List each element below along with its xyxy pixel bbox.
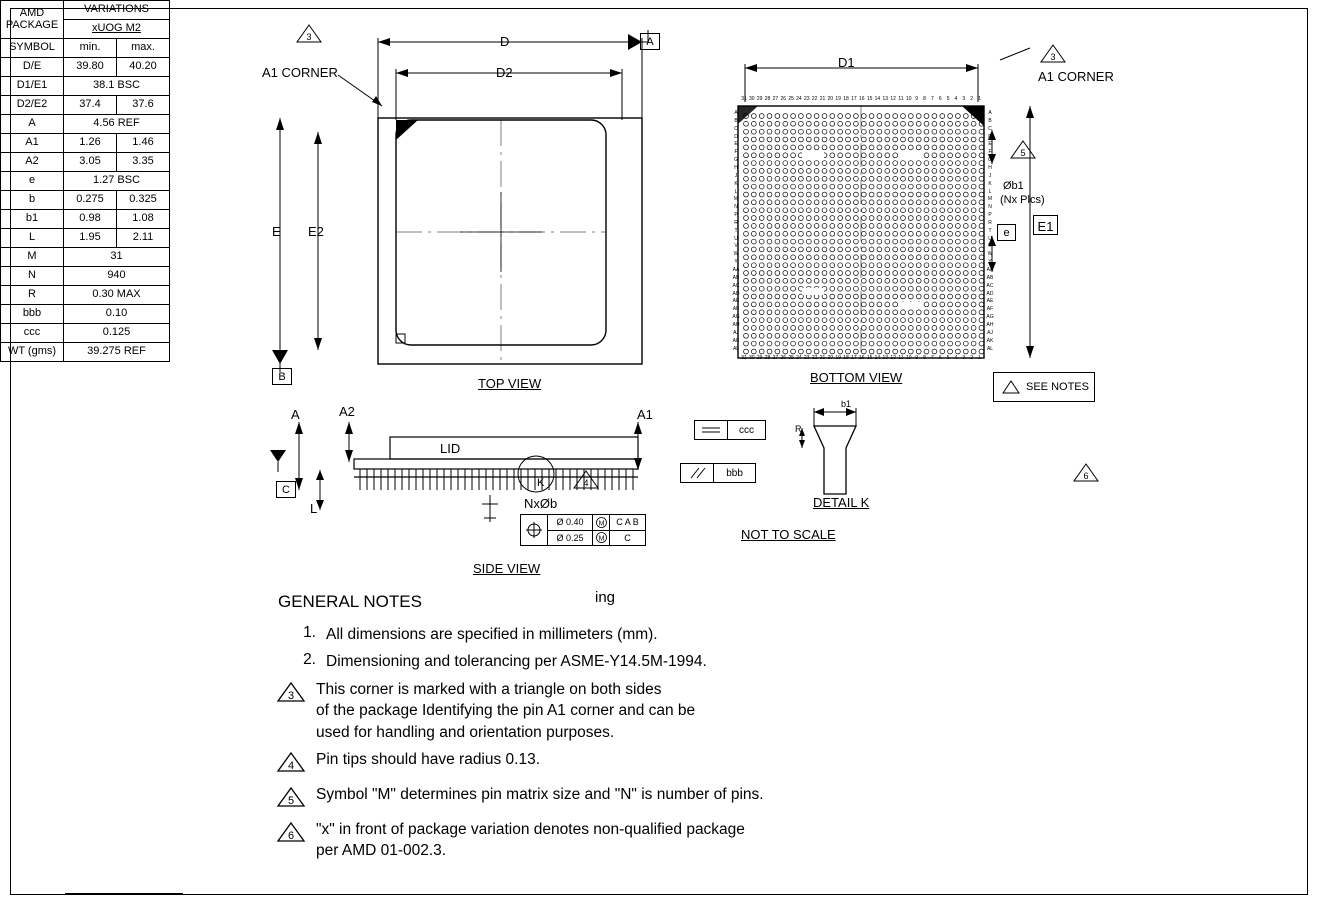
bv-col-label: 31 xyxy=(741,96,747,102)
row-symbol: e xyxy=(1,172,64,191)
row-symbol: M xyxy=(1,248,64,267)
bv-col-label: 7 xyxy=(931,96,934,102)
row-symbol: b1 xyxy=(1,210,64,229)
note-item xyxy=(276,749,896,778)
bv-col-label: 5 xyxy=(946,355,950,361)
bv-col-label: 13 xyxy=(882,96,889,102)
note-number-marker: 1. xyxy=(303,624,316,641)
row-symbol: A1 xyxy=(1,134,64,153)
bv-col-label: 8 xyxy=(923,355,926,361)
bv-col-label: 15 xyxy=(866,355,873,361)
nxob-label: NxØb xyxy=(524,496,558,511)
bv-col-label: 14 xyxy=(874,355,881,361)
note-text xyxy=(326,651,707,672)
bv-row-label: D xyxy=(988,133,992,140)
bv-col-label: 21 xyxy=(819,96,826,102)
bv-row-label: U xyxy=(734,235,738,242)
bbb-control-frame xyxy=(680,463,756,483)
bv-col-label: 24 xyxy=(796,355,802,361)
row-value: 940 xyxy=(64,267,170,286)
bv-row-label: AL xyxy=(732,345,740,352)
bv-row-label: W xyxy=(733,251,739,258)
position-symbol xyxy=(521,515,548,545)
note-triangle-marker xyxy=(276,679,316,708)
bv-row-label: Y xyxy=(734,259,738,266)
bv-col-label: 14 xyxy=(874,96,881,102)
row-max: 3.35 xyxy=(117,153,170,172)
col-symbol-header: SYMBOL xyxy=(1,39,64,58)
pitch-e-box: e xyxy=(997,224,1016,241)
tol-row1-datums: C A B xyxy=(616,517,639,528)
bv-row-label: H xyxy=(988,164,992,171)
bv-row-label: D xyxy=(734,133,738,140)
note-line: Symbol "M" determines pin matrix size and "N" is number of pins. xyxy=(316,785,764,803)
bv-row-label: P xyxy=(734,212,738,218)
bv-row-label: AJ xyxy=(987,329,993,336)
bv-col-label: 20 xyxy=(827,355,834,361)
bottom-view-label: BOTTOM VIEW xyxy=(810,370,903,385)
svg-text:5: 5 xyxy=(287,794,295,807)
bv-col-label: 15 xyxy=(866,96,873,102)
bv-col-label: 19 xyxy=(835,355,841,361)
bv-row-label: R xyxy=(734,219,738,226)
bv-row-label: AH xyxy=(732,321,740,328)
bv-row-label: Y xyxy=(988,259,992,266)
bv-row-label: K xyxy=(988,180,992,187)
row-max: 37.6 xyxy=(117,96,170,115)
bv-col-label: 12 xyxy=(890,355,896,361)
bv-col-label: 30 xyxy=(749,96,755,102)
general-notes-list xyxy=(276,624,896,868)
note-text xyxy=(316,784,764,805)
bv-col-label: 7 xyxy=(931,355,934,361)
svg-text:4: 4 xyxy=(583,478,589,488)
note-triangle-marker xyxy=(276,749,316,778)
side-view-label: SIDE VIEW xyxy=(473,561,541,576)
bv-col-label: 28 xyxy=(764,96,771,102)
bv-col-label: 2 xyxy=(970,355,973,361)
top-view-label: TOP VIEW xyxy=(478,376,542,391)
lid-label: LID xyxy=(440,441,461,456)
bv-row-label: F xyxy=(988,149,992,156)
position-tolerance-frame xyxy=(520,514,646,546)
detail-k-callout-label: K xyxy=(537,477,545,489)
bottom-view-row-letters-left xyxy=(730,112,741,355)
detail-k-b1-label: b1 xyxy=(841,399,852,409)
mmc-symbol-2 xyxy=(593,531,610,546)
bv-row-label: J xyxy=(988,172,992,179)
bv-col-label: 8 xyxy=(923,96,926,102)
note-line: "x" in front of package variation denotes non-qualified package xyxy=(316,820,745,838)
svg-text:3: 3 xyxy=(306,32,312,42)
bv-row-label: AG xyxy=(732,314,740,321)
bv-col-label: 5 xyxy=(946,96,950,102)
bv-col-label: 11 xyxy=(898,96,904,102)
row-value: 4.56 REF xyxy=(64,115,170,134)
row-symbol: N xyxy=(1,267,64,286)
a1-corner-left-label: A1 CORNER xyxy=(262,65,338,80)
bv-row-label: P xyxy=(988,212,992,218)
row-symbol: WT (gms) xyxy=(1,343,64,362)
bv-col-label: 31 xyxy=(741,355,747,361)
bv-row-label: L xyxy=(734,188,738,195)
bv-row-label: G xyxy=(734,157,738,164)
note-item xyxy=(276,819,896,862)
bv-row-label: L xyxy=(988,188,992,195)
bv-row-label: U xyxy=(988,235,992,242)
row-symbol: D/E xyxy=(1,58,64,77)
bv-col-label: 24 xyxy=(796,96,802,102)
row-symbol: b xyxy=(1,191,64,210)
bv-col-label: 28 xyxy=(764,355,771,361)
row-min: 0.98 xyxy=(64,210,117,229)
col-max-header: max. xyxy=(117,39,170,58)
datum-b-box: B xyxy=(272,368,292,385)
note-item xyxy=(276,784,896,813)
bv-row-label: B xyxy=(734,117,738,124)
bv-row-label: AC xyxy=(732,282,740,289)
detail-k-label: DETAIL K xyxy=(813,495,870,510)
note-item xyxy=(276,679,896,743)
bv-row-label: C xyxy=(734,125,738,132)
bv-col-label: 6 xyxy=(938,355,942,361)
note-line: used for handling and orientation purposes. xyxy=(316,723,615,741)
not-to-scale-label: NOT TO SCALE xyxy=(741,527,836,542)
bv-col-label: 26 xyxy=(780,96,787,102)
note-text xyxy=(316,749,540,770)
bv-col-label: 12 xyxy=(890,96,896,102)
amd-package-header: AMD PACKAGE xyxy=(1,1,64,39)
bv-col-label: 16 xyxy=(859,96,865,102)
bv-row-label: AF xyxy=(732,306,740,313)
bv-row-label: H xyxy=(734,164,738,171)
bv-col-label: 23 xyxy=(804,355,810,361)
bv-col-label: 26 xyxy=(780,355,787,361)
dim-a-label: A xyxy=(291,407,300,422)
dim-e2-label: E2 xyxy=(308,224,324,239)
dim-a1-label: A1 xyxy=(637,407,653,422)
row-value: 1.27 BSC xyxy=(64,172,170,191)
bv-row-label: AA xyxy=(986,267,994,273)
col-min-header: min. xyxy=(64,39,117,58)
bv-col-label: 22 xyxy=(811,96,818,102)
a1-corner-right-label: A1 CORNER xyxy=(1038,69,1114,84)
ccc-value: ccc xyxy=(739,424,755,436)
bv-row-label: AB xyxy=(986,274,994,281)
bv-row-label: M xyxy=(987,196,993,203)
row-value: 39.275 REF xyxy=(64,343,170,362)
dim-e1-box: E1 xyxy=(1033,215,1058,235)
bv-row-label: AE xyxy=(986,298,994,305)
bv-row-label: K xyxy=(734,180,738,187)
bv-col-label: 29 xyxy=(756,355,763,361)
bv-row-label: G xyxy=(988,157,992,164)
bv-row-label: AK xyxy=(732,337,740,344)
note-line: of the package Identifying the pin A1 corner and can be xyxy=(316,702,696,720)
row-min: 1.26 xyxy=(64,134,117,153)
bv-row-label: AJ xyxy=(733,329,739,336)
row-min: 37.4 xyxy=(64,96,117,115)
stray-text: ing xyxy=(595,589,616,606)
bv-col-label: 2 xyxy=(970,96,973,102)
bv-row-label: J xyxy=(734,172,738,179)
note-triangle-3-top xyxy=(296,24,322,44)
row-min: 39.80 xyxy=(64,58,117,77)
bv-row-label: W xyxy=(987,251,993,258)
row-max: 40.20 xyxy=(117,58,170,77)
dim-d-label: D xyxy=(500,34,510,49)
svg-text:M: M xyxy=(598,520,604,528)
bv-col-label: 22 xyxy=(811,355,818,361)
svg-text:5: 5 xyxy=(1020,148,1026,158)
bv-row-label: AC xyxy=(986,282,994,289)
bv-col-label: 13 xyxy=(882,355,889,361)
row-symbol: A xyxy=(1,115,64,134)
datum-c-box: C xyxy=(276,481,296,498)
dim-e-label: E xyxy=(272,224,281,239)
bv-row-label: AD xyxy=(732,290,740,297)
bottom-rule xyxy=(65,893,183,895)
bv-col-label: 21 xyxy=(819,355,826,361)
bv-row-label: AD xyxy=(986,290,994,297)
bv-col-label: 29 xyxy=(756,96,763,102)
bv-row-label: C xyxy=(988,125,992,132)
bv-row-label: A xyxy=(734,110,738,116)
bv-col-label: 11 xyxy=(898,355,904,361)
bv-col-label: 23 xyxy=(804,96,810,102)
bv-col-label: 9 xyxy=(915,355,919,361)
svg-text:M: M xyxy=(598,535,604,543)
note-item xyxy=(276,651,896,672)
bv-row-label: R xyxy=(988,219,992,226)
note-number-marker: 2. xyxy=(303,651,316,669)
bv-col-label: 1 xyxy=(978,355,981,361)
bv-row-label: E xyxy=(988,141,992,148)
bv-col-label: 20 xyxy=(827,96,834,102)
bv-col-label: 19 xyxy=(835,96,841,102)
bv-row-label: A xyxy=(988,110,992,116)
note-item xyxy=(276,624,896,645)
bv-row-label: AA xyxy=(732,267,740,273)
note-triangle-5-bottom-view xyxy=(1010,140,1036,160)
row-value: 38.1 BSC xyxy=(64,77,170,96)
datum-a-box: A xyxy=(640,33,660,50)
dim-d2-label: D2 xyxy=(496,65,513,80)
bv-col-label: 4 xyxy=(954,96,958,102)
row-symbol: bbb xyxy=(1,305,64,324)
bv-col-label: 4 xyxy=(954,355,958,361)
row-max: 1.46 xyxy=(117,134,170,153)
bottom-view-column-numbers-bottom xyxy=(740,355,984,367)
see-notes-label: SEE NOTES xyxy=(1026,381,1089,393)
bv-row-label: AK xyxy=(986,337,994,344)
bbb-value: bbb xyxy=(726,467,743,479)
bv-col-label: 3 xyxy=(962,355,966,361)
bv-col-label: 17 xyxy=(851,96,857,102)
row-symbol: L xyxy=(1,229,64,248)
bv-col-label: 25 xyxy=(788,96,794,102)
row-symbol: ccc xyxy=(1,324,64,343)
note-text xyxy=(316,819,745,862)
row-max: 2.11 xyxy=(117,229,170,248)
row-symbol: D1/E1 xyxy=(1,77,64,96)
svg-text:3: 3 xyxy=(1050,52,1056,62)
tol-row1-value: Ø 0.40 xyxy=(548,515,593,530)
note-text xyxy=(316,679,695,743)
row-symbol: R xyxy=(1,286,64,305)
bv-col-label: 1 xyxy=(978,96,981,102)
bv-row-label: F xyxy=(734,149,738,156)
svg-text:4: 4 xyxy=(287,759,295,772)
package-variant: xUOG M2 xyxy=(64,20,170,39)
bv-col-label: 3 xyxy=(962,96,966,102)
bv-col-label: 25 xyxy=(788,355,794,361)
dim-b1-places-label: (Nx Plcs) xyxy=(1000,194,1045,206)
bv-row-label: B xyxy=(988,117,992,124)
tol-row2-value: Ø 0.25 xyxy=(548,531,593,546)
row-value: 0.10 xyxy=(64,305,170,324)
parallelism-symbol xyxy=(681,464,714,482)
detail-k-r-label: R xyxy=(795,424,802,434)
bottom-view-column-numbers-top xyxy=(740,96,984,108)
bv-row-label: V xyxy=(988,243,992,250)
row-min: 3.05 xyxy=(64,153,117,172)
svg-text:6: 6 xyxy=(1083,471,1089,481)
note-line: per AMD 01-002.3. xyxy=(316,842,447,860)
bv-row-label: AG xyxy=(986,314,994,321)
bv-row-label: AH xyxy=(986,321,994,328)
bv-row-label: E xyxy=(734,141,738,148)
note-triangle-3-bottom-view xyxy=(1040,44,1066,64)
tol-row2-datums: C xyxy=(624,532,631,543)
svg-text:3: 3 xyxy=(287,689,295,702)
note-triangle-marker xyxy=(276,784,316,813)
bv-col-label: 9 xyxy=(915,96,919,102)
note-line: Dimensioning and tolerancing per ASME-Y14.5M-1994. xyxy=(326,653,707,671)
variations-header: VARIATIONS xyxy=(64,1,170,20)
general-notes-title: GENERAL NOTES xyxy=(278,592,422,611)
bv-row-label: M xyxy=(733,196,739,203)
note-text xyxy=(326,624,658,645)
row-value: 0.125 xyxy=(64,324,170,343)
detail-k-drawing xyxy=(790,398,920,508)
bv-row-label: V xyxy=(734,243,738,250)
bv-col-label: 27 xyxy=(772,96,779,102)
row-symbol: A2 xyxy=(1,153,64,172)
bv-col-label: 18 xyxy=(843,355,849,361)
bv-col-label: 18 xyxy=(843,96,849,102)
row-symbol: D2/E2 xyxy=(1,96,64,115)
triangle-icon xyxy=(1002,380,1020,394)
note-triangle-marker xyxy=(276,819,316,848)
dim-l-label: L xyxy=(310,501,318,516)
bv-col-label: 10 xyxy=(906,96,912,102)
bv-col-label: 10 xyxy=(906,355,912,361)
see-notes-legend xyxy=(993,372,1095,402)
note-line: Pin tips should have radius 0.13. xyxy=(316,750,541,768)
bv-row-label: AE xyxy=(732,298,740,305)
bv-row-label: AF xyxy=(986,306,994,313)
bv-col-label: 6 xyxy=(938,96,942,102)
flatness-symbol xyxy=(695,421,728,439)
row-min: 0.275 xyxy=(64,191,117,210)
bv-row-label: AB xyxy=(732,274,740,281)
note-triangle-6-table xyxy=(1073,463,1099,483)
ball-grid-array xyxy=(742,112,982,355)
mmc-symbol-1 xyxy=(593,515,610,530)
row-value: 0.30 MAX xyxy=(64,286,170,305)
dim-a2-label: A2 xyxy=(339,404,355,419)
note-triangle-4-side-view xyxy=(573,470,599,490)
row-max: 1.08 xyxy=(117,210,170,229)
ccc-control-frame xyxy=(694,420,766,440)
svg-text:6: 6 xyxy=(287,829,295,842)
bottom-view-row-letters-right xyxy=(984,112,997,355)
bv-row-label: N xyxy=(988,204,992,211)
row-min: 1.95 xyxy=(64,229,117,248)
note-line: This corner is marked with a triangle on both sides xyxy=(316,680,662,698)
note-line: All dimensions are specified in millimeters (mm). xyxy=(326,626,658,643)
bv-row-label: N xyxy=(734,204,738,211)
row-max: 0.325 xyxy=(117,191,170,210)
bv-col-label: 27 xyxy=(772,355,779,361)
bv-row-label: T xyxy=(988,227,992,234)
row-value: 31 xyxy=(64,248,170,267)
bv-row-label: T xyxy=(734,227,738,234)
bv-col-label: 30 xyxy=(749,355,755,361)
bv-row-label: AL xyxy=(986,345,994,352)
dim-d1-label: D1 xyxy=(838,55,855,70)
bv-col-label: 17 xyxy=(851,355,857,361)
dim-b1-label: Øb1 xyxy=(1003,180,1024,192)
bv-col-label: 16 xyxy=(859,355,865,361)
